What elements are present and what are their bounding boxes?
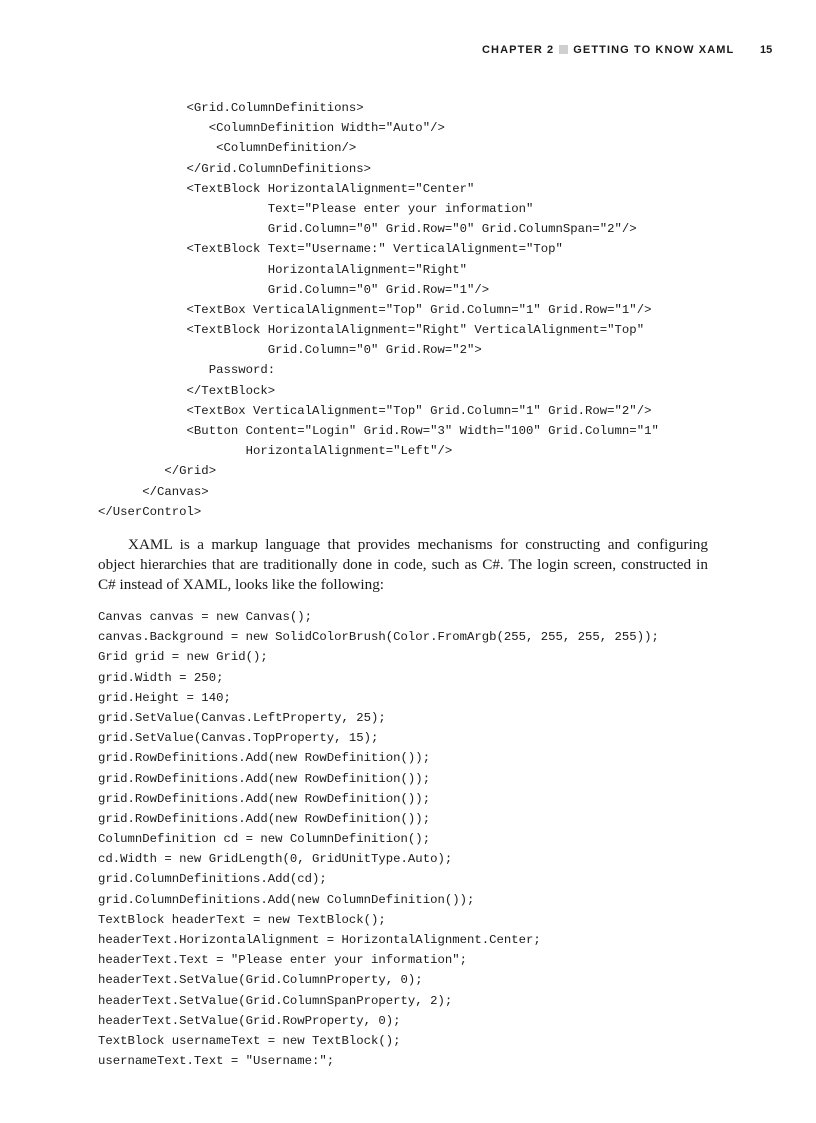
code-line: </Grid.ColumnDefinitions> [98, 161, 372, 176]
code-line: Canvas canvas = new Canvas(); [98, 610, 313, 624]
code-line: grid.ColumnDefinitions.Add(cd); [98, 872, 327, 887]
code-line: grid.RowDefinitions.Add(new RowDefinition()); [98, 811, 431, 826]
code-line: Password: [98, 363, 276, 378]
code-line: TextBlock usernameText = new TextBlock(); [98, 1033, 401, 1048]
code-line: <TextBox VerticalAlignment="Top" Grid.Column="1" Grid.Row="2"/> [98, 403, 652, 418]
code-line: </Grid> [98, 464, 217, 479]
code-line: Text="Please enter your information" [98, 201, 534, 216]
code-line: headerText.SetValue(Grid.ColumnSpanProperty, 2); [98, 993, 453, 1008]
code-line: Grid.Column="0" Grid.Row="0" Grid.ColumnSpan="2"/> [98, 222, 637, 237]
code-line: </UserControl> [98, 504, 202, 519]
code-line: headerText.SetValue(Grid.ColumnProperty, 0); [98, 973, 423, 988]
code-line: headerText.SetValue(Grid.RowProperty, 0); [98, 1013, 401, 1028]
code-line: <ColumnDefinition Width="Auto"/> [98, 121, 445, 136]
code-line: <TextBlock HorizontalAlignment="Right" VerticalAlignment="Top" [98, 323, 645, 338]
code-line: ColumnDefinition cd = new ColumnDefinition(); [98, 832, 431, 847]
csharp-code-listing [98, 607, 659, 1071]
code-line: Grid.Column="0" Grid.Row="1"/> [98, 282, 490, 297]
code-line: headerText.Text = "Please enter your information"; [98, 953, 467, 968]
body-paragraph: XAML is a markup language that provides mechanisms for constructing and configuring object hierarchies that are traditionally done in code, such as C#. The login screen, constructed in C# instead of XAML, looks like the following: [98, 536, 708, 593]
code-line: <TextBox VerticalAlignment="Top" Grid.Column="1" Grid.Row="1"/> [98, 302, 652, 317]
code-line: HorizontalAlignment="Left"/> [98, 444, 453, 459]
page-number: 15 [760, 44, 773, 56]
code-line: HorizontalAlignment="Right" [98, 262, 467, 277]
code-line: TextBlock headerText = new TextBlock(); [98, 912, 386, 927]
code-line: grid.RowDefinitions.Add(new RowDefinition()); [98, 791, 431, 806]
code-line: <TextBlock Text="Username:" VerticalAlignment="Top" [98, 242, 563, 257]
chapter-title: GETTING TO KNOW XAML [573, 44, 735, 56]
code-line: <ColumnDefinition/> [98, 141, 357, 156]
code-line: </Canvas> [98, 484, 209, 499]
code-line: grid.SetValue(Canvas.LeftProperty, 25); [98, 710, 386, 725]
separator-square-icon [559, 45, 568, 54]
code-line: grid.RowDefinitions.Add(new RowDefinition()); [98, 771, 431, 786]
code-line: grid.SetValue(Canvas.TopProperty, 15); [98, 731, 379, 746]
code-line: headerText.HorizontalAlignment = HorizontalAlignment.Center; [98, 933, 541, 947]
chapter-label: CHAPTER 2 [482, 44, 555, 56]
code-line: Grid.Column="0" Grid.Row="2"> [98, 343, 482, 358]
code-line: usernameText.Text = "Username:"; [98, 1054, 335, 1069]
code-line: canvas.Background = new SolidColorBrush(Color.FromArgb(255, 255, 255, 255)); [98, 630, 659, 645]
code-line: cd.Width = new GridLength(0, GridUnitType.Auto); [98, 852, 453, 867]
code-line: grid.ColumnDefinitions.Add(new ColumnDefinition()); [98, 892, 475, 907]
code-line: </TextBlock> [98, 383, 276, 398]
running-head [482, 44, 734, 56]
code-line: grid.Height = 140; [98, 690, 231, 705]
code-line: grid.RowDefinitions.Add(new RowDefinition()); [98, 751, 431, 766]
code-line: grid.Width = 250; [98, 670, 224, 685]
code-line: <Button Content="Login" Grid.Row="3" Width="100" Grid.Column="1" [98, 424, 659, 438]
code-line: Grid grid = new Grid(); [98, 650, 268, 665]
code-line: <TextBlock HorizontalAlignment="Center" [98, 181, 475, 196]
xaml-code-listing [98, 98, 659, 522]
code-line: <Grid.ColumnDefinitions> [98, 101, 364, 115]
